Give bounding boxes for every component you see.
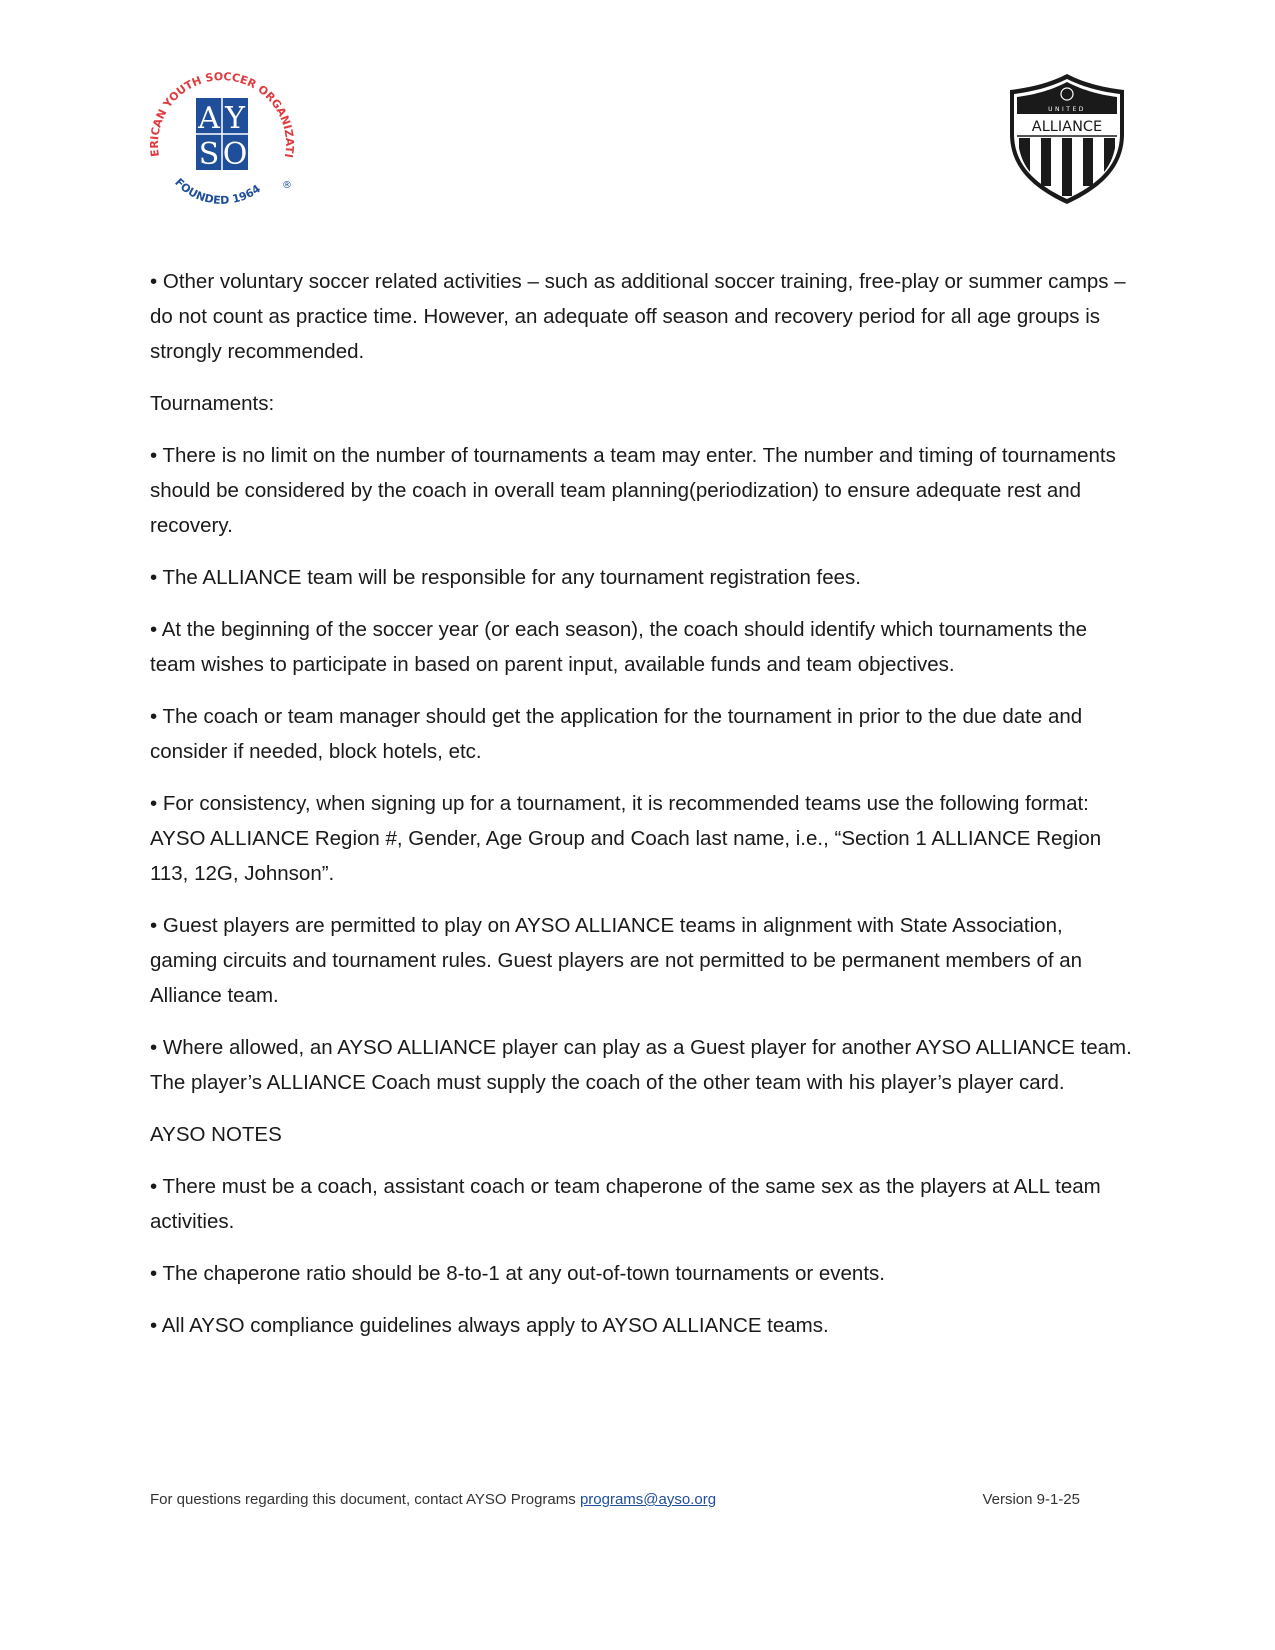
footer-contact [150, 1490, 716, 1510]
document-body [150, 264, 1135, 1360]
bullet-identify-tournaments: • At the beginning of the soccer year (or each season), the coach should identify which tournaments the team wishes to participate in based on parent input, available funds and team objectives. [150, 618, 1088, 676]
bullet-naming-format: • For consistency, when signing up for a tournament, it is recommended teams use the following format: AYSO ALLIANCE Region #, Gender, Age Group and Coach last name, i.e., “Section 1 ALLIANCE Region 113, 12G, Johnson”. [150, 792, 1102, 885]
bullet-guest-players: • Guest players are permitted to play on AYSO ALLIANCE teams in alignment with State Association, gaming circuits and tournament rules. Guest players are not permitted to be permanent members of an Alliance team. [150, 914, 1083, 1007]
bullet-voluntary-activities: • Other voluntary soccer related activities – such as additional soccer training, free-play or summer camps – do not count as practice time. However, an adequate off season and recovery period for all age groups is strongly recommended. [150, 270, 1126, 363]
ayso-letter-a: A [198, 101, 220, 136]
crest-united-text: UNITED [1048, 106, 1086, 113]
bullet-application: • The coach or team manager should get the application for the tournament in prior to the due date and consider if needed, block hotels, etc. [150, 705, 1083, 763]
bullet-tournament-limit: • There is no limit on the number of tournaments a team may enter. The number and timing of tournaments should be considered by the coach in overall team planning(periodization) to ensure adequate rest and recovery. [150, 444, 1116, 537]
bullet-same-sex-chaperone: • There must be a coach, assistant coach or team chaperone of the same sex as the players at ALL team activities. [150, 1175, 1101, 1233]
ayso-logo [146, 60, 298, 212]
crest-emblem-icon [1061, 88, 1073, 100]
bullet-chaperone-ratio: • The chaperone ratio should be 8-to-1 at any out-of-town tournaments or events. [150, 1262, 885, 1285]
ayso-logo-graphic [146, 60, 298, 212]
footer-contact-text: For questions regarding this document, contact AYSO Programs [150, 1491, 580, 1508]
ayso-letter-s: S [198, 137, 220, 172]
page-footer [150, 1490, 1080, 1510]
crest-alliance-text: ALLIANCE [1031, 119, 1103, 135]
ayso-ring-bottom-text: FOUNDED 1964 [172, 175, 263, 207]
ayso-ring-top-text: ERICAN YOUTH SOCCER ORGANIZATI [147, 69, 297, 159]
alliance-crest-graphic [1006, 72, 1128, 206]
registered-mark: ® [282, 180, 292, 191]
bullet-registration-fees: • The ALLIANCE team will be responsible for any tournament registration fees. [150, 566, 861, 589]
footer-version: Version 9-1-25 [982, 1491, 1080, 1508]
ayso-letter-y: Y [225, 101, 245, 136]
united-alliance-crest [1006, 72, 1128, 206]
footer-email-link[interactable]: programs@ayso.org [579, 1491, 717, 1508]
bullet-guest-player-card: • Where allowed, an AYSO ALLIANCE player can play as a Guest player for another AYSO ALLIANCE team. The player’s ALLIANCE Coach must supply the coach of the other team with his player’s player card. [150, 1036, 1132, 1094]
bullet-compliance: • All AYSO compliance guidelines always apply to AYSO ALLIANCE teams. [150, 1314, 829, 1337]
section-heading-ayso-notes: AYSO NOTES [150, 1123, 282, 1146]
ayso-letter-o: O [222, 137, 248, 172]
section-heading-tournaments: Tournaments: [150, 392, 275, 415]
